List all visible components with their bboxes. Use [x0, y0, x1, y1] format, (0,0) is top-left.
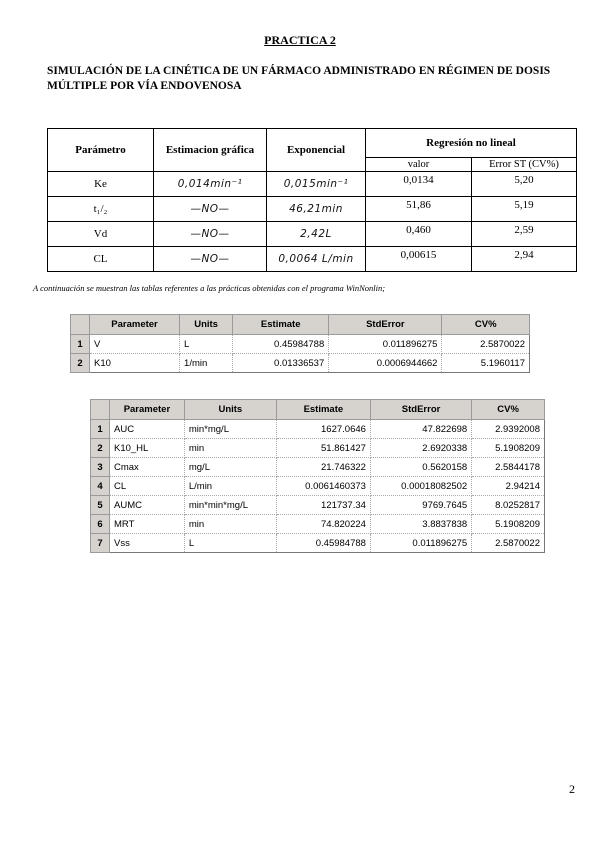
cell-cv[interactable]: 2.94214 — [472, 477, 545, 496]
header-stderror[interactable]: StdError — [329, 315, 442, 335]
cell-estimate[interactable]: 21.746322 — [276, 458, 370, 477]
subheader-error: Error ST (CV%) — [472, 158, 577, 172]
cell-estimate[interactable]: 51.861427 — [276, 439, 370, 458]
table-row[interactable] — [71, 335, 530, 354]
cell-handwritten: 2,42L — [267, 222, 366, 247]
cell-handwritten: 0,014min⁻¹ — [154, 172, 267, 197]
cell-parameter[interactable]: AUMC — [110, 496, 185, 515]
cell-cv[interactable]: 2.9392008 — [472, 420, 545, 439]
table-row — [48, 197, 577, 222]
row-index[interactable]: 7 — [91, 534, 110, 553]
cell-handwritten: —NO— — [154, 222, 267, 247]
cell-param: CL — [48, 247, 154, 272]
page-number: 2 — [569, 782, 575, 796]
header-parametro: Parámetro — [48, 129, 154, 172]
table-row[interactable] — [91, 515, 545, 534]
cell-estimate[interactable]: 0.01336537 — [233, 354, 329, 373]
cell-error: 2,59 — [472, 222, 577, 247]
cell-estimate[interactable]: 0.45984788 — [233, 335, 329, 354]
row-index[interactable]: 2 — [71, 354, 90, 373]
cell-cv[interactable]: 2.5870022 — [442, 335, 530, 354]
winnonlin-header-row — [91, 400, 545, 420]
cell-error: 5,19 — [472, 197, 577, 222]
header-estimate[interactable]: Estimate — [276, 400, 370, 420]
table-row[interactable] — [91, 420, 545, 439]
header-units[interactable]: Units — [180, 315, 233, 335]
results-table-header — [48, 129, 577, 158]
table-row — [48, 172, 577, 197]
cell-stderror[interactable]: 2.6920338 — [370, 439, 471, 458]
header-estimate[interactable]: Estimate — [233, 315, 329, 335]
row-index[interactable]: 1 — [71, 335, 90, 354]
corner-cell — [91, 400, 110, 420]
cell-stderror[interactable]: 0.0006944662 — [329, 354, 442, 373]
cell-stderror[interactable]: 0.011896275 — [370, 534, 471, 553]
cell-cv[interactable]: 2.5844178 — [472, 458, 545, 477]
cell-units[interactable]: 1/min — [180, 354, 233, 373]
header-estimacion-grafica: Estimacion gráfica — [154, 129, 267, 172]
cell-parameter[interactable]: Cmax — [110, 458, 185, 477]
table-row[interactable] — [91, 496, 545, 515]
cell-parameter[interactable]: K10 — [90, 354, 180, 373]
cell-parameter[interactable]: V — [90, 335, 180, 354]
header-cv[interactable]: CV% — [442, 315, 530, 335]
table-row[interactable] — [91, 534, 545, 553]
cell-stderror[interactable]: 0.5620158 — [370, 458, 471, 477]
page-title — [0, 33, 600, 48]
cell-stderror[interactable]: 0.00018082502 — [370, 477, 471, 496]
cell-estimate[interactable]: 74.820224 — [276, 515, 370, 534]
cell-handwritten: —NO— — [154, 197, 267, 222]
cell-units[interactable]: L — [180, 335, 233, 354]
cell-valor: 0,460 — [366, 222, 472, 247]
page-subtitle: SIMULACIÓN DE LA CINÉTICA DE UN FÁRMACO ADMINISTRADO EN RÉGIMEN DE DOSIS MÚLTIPLE POR VÍA ENDOVENOSA — [47, 65, 551, 92]
cell-cv[interactable]: 2.5870022 — [472, 534, 545, 553]
header-parameter[interactable]: Parameter — [90, 315, 180, 335]
cell-error: 2,94 — [472, 247, 577, 272]
cell-handwritten: 0,015min⁻¹ — [267, 172, 366, 197]
cell-valor: 51,86 — [366, 197, 472, 222]
results-table — [47, 128, 577, 272]
header-parameter[interactable]: Parameter — [110, 400, 185, 420]
cell-stderror[interactable]: 0.011896275 — [329, 335, 442, 354]
cell-param: Ke — [48, 172, 154, 197]
page-title-text: PRACTICA 2 — [264, 33, 336, 47]
cell-parameter[interactable]: MRT — [110, 515, 185, 534]
cell-cv[interactable]: 5.1908209 — [472, 439, 545, 458]
corner-cell — [71, 315, 90, 335]
cell-units[interactable]: L/min — [184, 477, 276, 496]
subheader-valor: valor — [366, 158, 472, 172]
cell-units[interactable]: min — [184, 439, 276, 458]
winnonlin-table-1 — [70, 314, 530, 373]
table-row[interactable] — [91, 458, 545, 477]
cell-parameter[interactable]: CL — [110, 477, 185, 496]
row-index[interactable]: 6 — [91, 515, 110, 534]
cell-estimate[interactable]: 0.45984788 — [276, 534, 370, 553]
cell-stderror[interactable]: 3.8837838 — [370, 515, 471, 534]
header-units[interactable]: Units — [184, 400, 276, 420]
cell-stderror[interactable]: 47.822698 — [370, 420, 471, 439]
header-stderror[interactable]: StdError — [370, 400, 471, 420]
table-row — [48, 222, 577, 247]
cell-param: t₁/₂ — [48, 197, 154, 222]
row-index[interactable]: 2 — [91, 439, 110, 458]
cell-param: Vd — [48, 222, 154, 247]
cell-handwritten: —NO— — [154, 247, 267, 272]
header-regresion: Regresión no lineal — [366, 129, 577, 158]
cell-units[interactable]: mg/L — [184, 458, 276, 477]
cell-units[interactable]: min*min*mg/L — [184, 496, 276, 515]
table-row[interactable] — [91, 477, 545, 496]
cell-units[interactable]: L — [184, 534, 276, 553]
winnonlin-header-row — [71, 315, 530, 335]
cell-cv[interactable]: 5.1908209 — [472, 515, 545, 534]
caption: A continuación se muestran las tablas referentes a las prácticas obtenidas con el programa WinNonlin; — [33, 283, 386, 293]
cell-cv[interactable]: 5.1960117 — [442, 354, 530, 373]
cell-error: 5,20 — [472, 172, 577, 197]
row-index[interactable]: 1 — [91, 420, 110, 439]
cell-valor: 0,0134 — [366, 172, 472, 197]
cell-handwritten: 46,21min — [267, 197, 366, 222]
cell-units[interactable]: min*mg/L — [184, 420, 276, 439]
cell-parameter[interactable]: AUC — [110, 420, 185, 439]
row-index[interactable]: 4 — [91, 477, 110, 496]
header-cv[interactable]: CV% — [472, 400, 545, 420]
cell-handwritten: 0,0064 L/min — [267, 247, 366, 272]
cell-estimate[interactable]: 1627.0646 — [276, 420, 370, 439]
cell-stderror[interactable]: 9769.7645 — [370, 496, 471, 515]
cell-parameter[interactable]: K10_HL — [110, 439, 185, 458]
row-index[interactable]: 3 — [91, 458, 110, 477]
table-row — [48, 247, 577, 272]
cell-cv[interactable]: 8.0252817 — [472, 496, 545, 515]
header-exponencial: Exponencial — [267, 129, 366, 172]
winnonlin-table-2 — [90, 399, 545, 553]
cell-parameter[interactable]: Vss — [110, 534, 185, 553]
cell-units[interactable]: min — [184, 515, 276, 534]
cell-estimate[interactable]: 0.0061460373 — [276, 477, 370, 496]
cell-estimate[interactable]: 121737.34 — [276, 496, 370, 515]
table-row[interactable] — [91, 439, 545, 458]
cell-valor: 0,00615 — [366, 247, 472, 272]
row-index[interactable]: 5 — [91, 496, 110, 515]
table-row[interactable] — [71, 354, 530, 373]
